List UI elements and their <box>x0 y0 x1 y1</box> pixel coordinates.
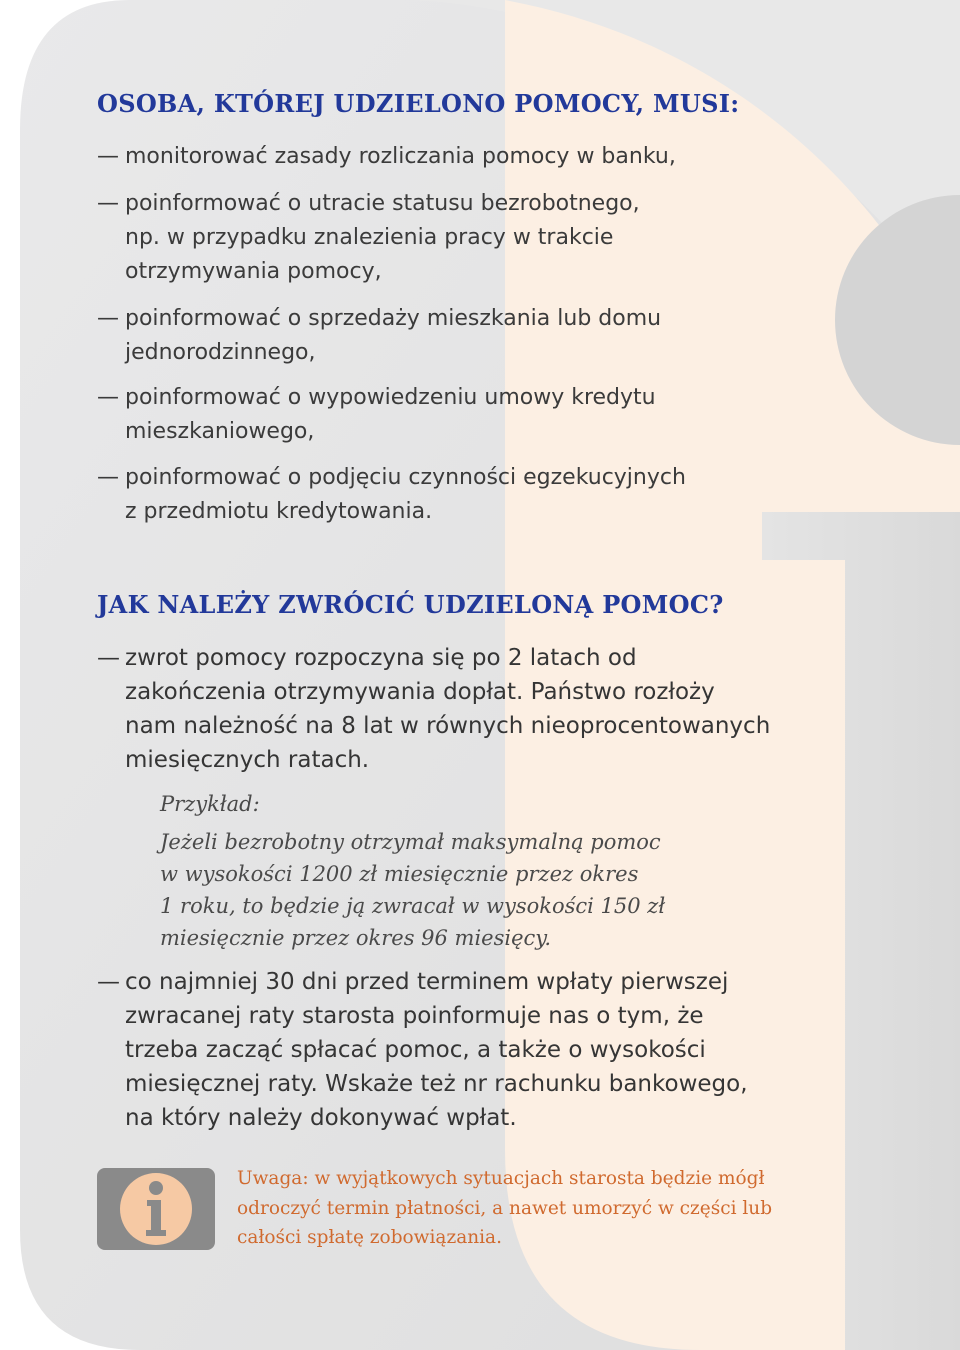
list-item <box>97 302 865 370</box>
list-item-line: miesięcznej raty. Wskaże też nr rachunku bankowego, <box>125 1071 748 1097</box>
info-icon <box>97 1168 215 1250</box>
example-line: w wysokości 1200 zł miesięcznie przez okres <box>160 862 639 886</box>
note-line: Uwaga: w wyjątkowych sytuacjach starosta będzie mógł <box>237 1168 765 1189</box>
list-item-line: poinformować o utracie statusu bezrobotnego, <box>125 191 640 216</box>
dash-bullet: — <box>97 306 119 331</box>
example-line: 1 roku, to będzie ją zwracał w wysokości 150 zł <box>160 894 666 918</box>
list-item-line: otrzymywania pomocy, <box>125 259 382 284</box>
dash-bullet: — <box>97 144 119 169</box>
list-item-line: poinformować o sprzedaży mieszkania lub domu <box>125 306 662 331</box>
note-line: odroczyć termin płatności, a nawet umorzyć w części lub <box>237 1197 773 1219</box>
section2-heading: JAK NALEŻY ZWRÓCIĆ UDZIELONĄ POMOC? <box>97 590 724 619</box>
list-item <box>97 140 865 174</box>
list-item <box>97 641 865 777</box>
list-item <box>97 187 865 289</box>
list-item-line: monitorować zasady rozliczania pomocy w banku, <box>125 144 676 169</box>
section1-heading: OSOBA, KTÓREJ UDZIELONO POMOCY, MUSI: <box>97 89 740 118</box>
list-item <box>97 381 865 449</box>
list-item-line: poinformować o podjęciu czynności egzekucyjnych <box>125 465 686 490</box>
dash-bullet: — <box>97 645 120 671</box>
list-item-line: mieszkaniowego, <box>125 419 315 444</box>
list-item-line: co najmniej 30 dni przed terminem wpłaty pierwszej <box>125 969 729 995</box>
list-item-line: poinformować o wypowiedzeniu umowy kredytu <box>125 385 656 410</box>
list-item-line: zakończenia otrzymywania dopłat. Państwo rozłoży <box>125 679 715 705</box>
list-item-line: np. w przypadku znalezienia pracy w trakcie <box>125 225 614 250</box>
dash-bullet: — <box>97 465 119 490</box>
dash-bullet: — <box>97 191 119 216</box>
list-item-line: trzeba zacząć spłacać pomoc, a także o wysokości <box>125 1037 706 1063</box>
list-item-line: na który należy dokonywać wpłat. <box>125 1105 517 1131</box>
example-line: miesięcznie przez okres 96 miesięcy. <box>160 926 552 950</box>
example-block <box>160 788 800 954</box>
list-item <box>97 461 865 529</box>
list-item-line: z przedmiotu kredytowania. <box>125 499 433 524</box>
list-item-line: miesięcznych ratach. <box>125 747 370 773</box>
dash-bullet: — <box>97 385 119 410</box>
example-title: Przykład: <box>160 792 260 816</box>
list-item-line: zwracanej raty starosta poinformuje nas o tym, że <box>125 1003 704 1029</box>
note-line: całości spłatę zobowiązania. <box>237 1227 502 1248</box>
example-line: Jeżeli bezrobotny otrzymał maksymalną pomoc <box>160 830 661 854</box>
list-item-line: jednorodzinnego, <box>125 340 316 365</box>
list-item-line: nam należność na 8 lat w równych nieoprocentowanych <box>125 713 771 739</box>
dash-bullet: — <box>97 969 120 995</box>
list-item-line: zwrot pomocy rozpoczyna się po 2 latach od <box>125 645 637 671</box>
list-item <box>97 965 865 1135</box>
note-text <box>237 1164 877 1253</box>
